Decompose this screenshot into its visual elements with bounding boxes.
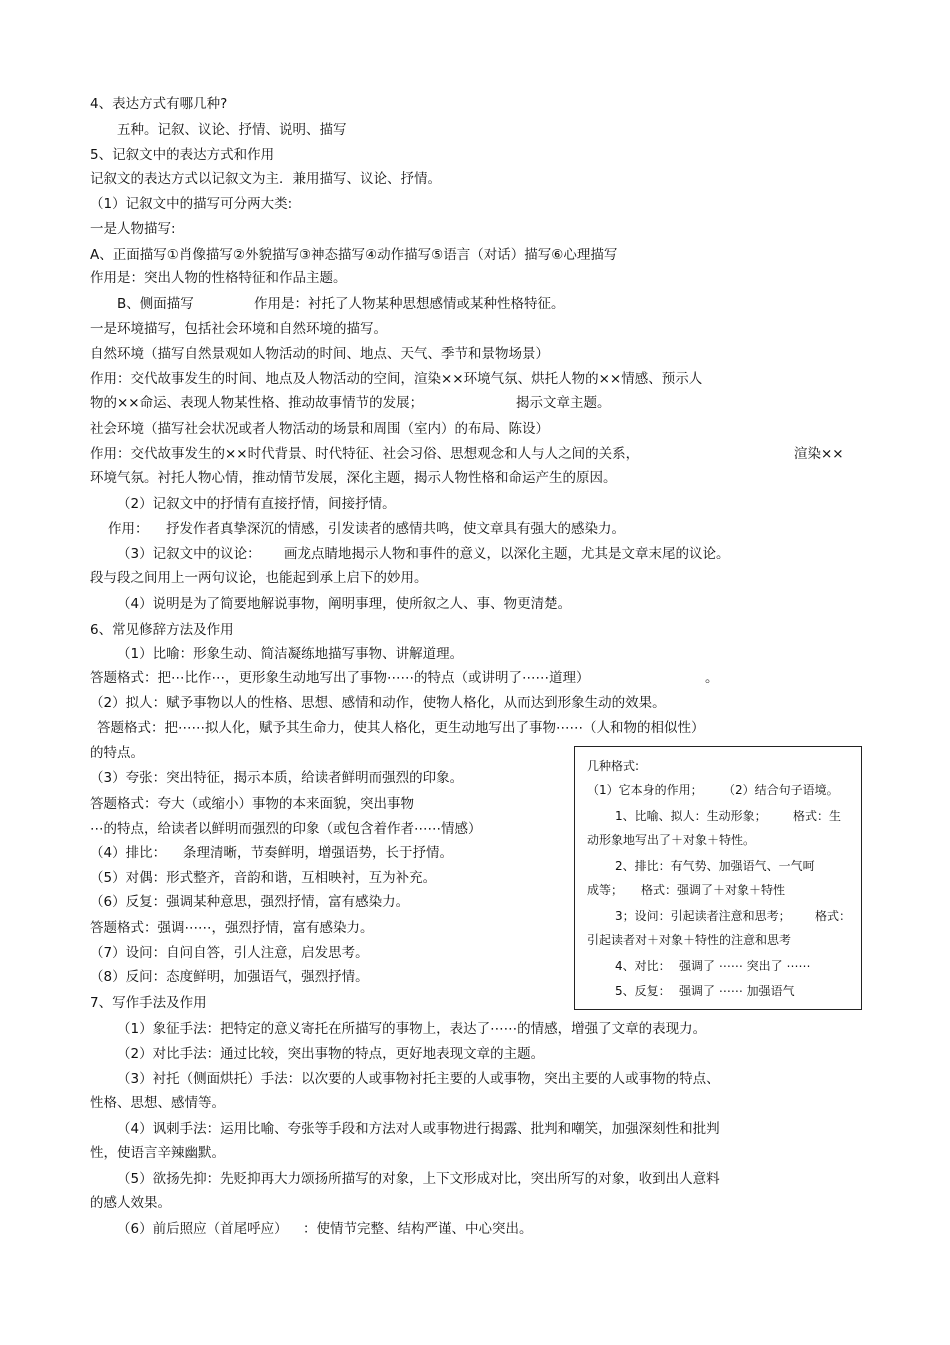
text-line: （2）记叙文中的抒情有直接抒情，间接抒情。 [117,496,396,512]
text-line: 4、表达方式有哪几种? [90,96,228,112]
text-line: （6）前后照应（首尾呼应） [117,1221,288,1237]
text-line: （8）反问：态度鲜明，加强语气，强烈抒情。 [90,969,369,985]
text-line: 渲染×× [794,446,844,462]
text-line: 7、写作手法及作用 [90,995,207,1011]
text-line: （2）拟人：赋予事物以人的性格、思想、感情和动作，使物人格化，从而达到形象生动的效果。 [90,695,666,711]
text-line: （3）衬托（侧面烘托）手法：以次要的人或事物衬托主要的人或事物，突出主要的人或事物的特点、 [117,1071,720,1087]
text-line: （6）反复：强调某种意思，强烈抒情，富有感染力。 [90,894,410,910]
text-line: 揭示文章主题。 [516,395,611,411]
text-line: 作用是：衬托了人物某种思想感情或某种性格特征。 [254,296,565,312]
text-line: 答题格式：把⋯比作⋯，更形象生动地写出了事物⋯⋯的特点（或讲明了⋯⋯道理） [90,670,590,686]
text-line: 。 [705,670,719,686]
box-title: 几种格式: [587,759,640,773]
text-line: （4）讽刺手法：运用比喻、夸张等手段和方法对人或事物进行揭露、批判和嘲笑，加强深刻性和批判 [117,1121,720,1137]
text-line: 性，使语言辛辣幽默。 [90,1145,225,1161]
box-line: 格式： [815,909,852,923]
text-line: （7）设问：自问自答，引人注意，启发思考。 [90,945,369,961]
text-line: ⋯的特点，给读者以鲜明而强烈的印象（或包含着作者⋯⋯情感） [90,821,482,837]
text-line: 6、常见修辞方法及作用 [90,622,234,638]
text-line: 自然环境（描写自然景观如人物活动的时间、地点、天气、季节和景物场景） [90,346,549,362]
text-line: 抒发作者真挚深沉的情感，引发读者的感情共鸣，使文章具有强大的感染力。 [166,521,625,537]
text-line: 记叙文的表达方式以记叙文为主．兼用描写、议论、抒情。 [90,171,441,187]
box-line: （1）它本身的作用； [587,783,703,797]
box-line: （2）结合句子语境。 [723,783,839,797]
text-line: 一是人物描写: [90,221,176,237]
text-line: 5、记叙文中的表达方式和作用 [90,147,275,163]
text-line: 作用： [108,521,149,537]
box-line: 5、反复： [615,984,671,998]
text-line: B、侧面描写 [117,296,194,312]
text-line: 答题格式：把⋯⋯拟人化，赋予其生命力，使其人格化，更生动地写出了事物⋯⋯（人和物的相似性） [97,720,705,736]
text-line: （1）记叙文中的描写可分两大类: [90,196,293,212]
text-line: 条理清晰，节奏鲜明，增强语势，长于抒情。 [183,845,453,861]
box-line: 1、比喻、拟人：生动形象； [615,809,767,823]
box-line: 动形象地写出了＋对象＋特性。 [587,833,756,847]
text-line: （5）对偶：形式整齐，音韵和谐，互相映衬，互为补充。 [90,870,437,886]
box-line: 引起读者对＋对象＋特性的注意和思考 [587,933,792,947]
text-line: 答题格式：夸大（或缩小）事物的本来面貌，突出事物 [90,796,414,812]
text-line: （3）记叙文中的议论： [117,546,261,562]
format-summary-box [574,746,862,1010]
text-line: 的感人效果。 [90,1195,171,1211]
text-line: 社会环境（描写社会状况或者人物活动的场景和周围（室内）的布局、陈设） [90,421,549,437]
text-line: 画龙点睛地揭示人物和事件的意义，以深化主题，尤其是文章末尾的议论。 [284,546,730,562]
box-line: 强调了 ⋯⋯ 加强语气 [679,984,795,998]
text-line: （1）象征手法：把特定的意义寄托在所描写的事物上，表达了⋯⋯的情感，增强了文章的表现力。 [117,1021,707,1037]
text-line: （3）夸张：突出特征，揭示本质，给读者鲜明而强烈的印象。 [90,770,464,786]
text-line: 答题格式：强调⋯⋯，强烈抒情，富有感染力。 [90,920,374,936]
text-line: 作用是：突出人物的性格特征和作品主题。 [90,270,347,286]
box-line: 强调了 ⋯⋯ 突出了 ⋯⋯ [679,959,811,973]
text-line: 的特点。 [90,745,144,761]
box-line: 成等； [587,883,624,897]
text-line: 段与段之间用上一两句议论，也能起到承上启下的妙用。 [90,570,428,586]
box-line: 3；设问：引起读者注意和思考； [615,909,791,923]
text-line: （4）说明是为了简要地解说事物，阐明事理，使所叙之人、事、物更清楚。 [117,596,572,612]
text-line: 五种。记叙、议论、抒情、说明、描写 [117,122,347,138]
text-line: ：使情节完整、结构严谨、中心突出。 [303,1221,533,1237]
text-line: 环境气氛。衬托人物心情，推动情节发展，深化主题，揭示人物性格和命运产生的原因。 [90,470,617,486]
text-line: （2）对比手法：通过比较，突出事物的特点，更好地表现文章的主题。 [117,1046,545,1062]
box-line: 格式：生 [793,809,842,823]
text-line: 一是环境描写，包括社会环境和自然环境的描写。 [90,321,387,337]
text-line: 作用：交代故事发生的时间、地点及人物活动的空间，渲染××环境气氛、烘托人物的××情感、预示人 [90,371,703,387]
text-line: （5）欲扬先抑：先贬抑再大力颂扬所描写的对象，上下文形成对比，突出所写的对象，收到出人意料 [117,1171,720,1187]
text-line: 作用：交代故事发生的××时代背景、时代特征、社会习俗、思想观念和人与人之间的关系， [90,446,640,462]
text-line: 物的××命运、表现人物某性格、推动故事情节的发展； [90,395,424,411]
text-line: （1）比喻：形象生动、简洁凝练地描写事物、讲解道理。 [117,646,464,662]
text-line: A、正面描写①肖像描写②外貌描写③神态描写④动作描写⑤语言（对话）描写⑥心理描写 [90,247,618,263]
box-line: 4、对比： [615,959,671,973]
box-line: 格式：强调了＋对象＋特性 [641,883,786,897]
text-line: （4）排比： [90,845,167,861]
box-line: 2、排比：有气势、加强语气、一气呵 [615,859,815,873]
text-line: 性格、思想、感情等。 [90,1095,225,1111]
